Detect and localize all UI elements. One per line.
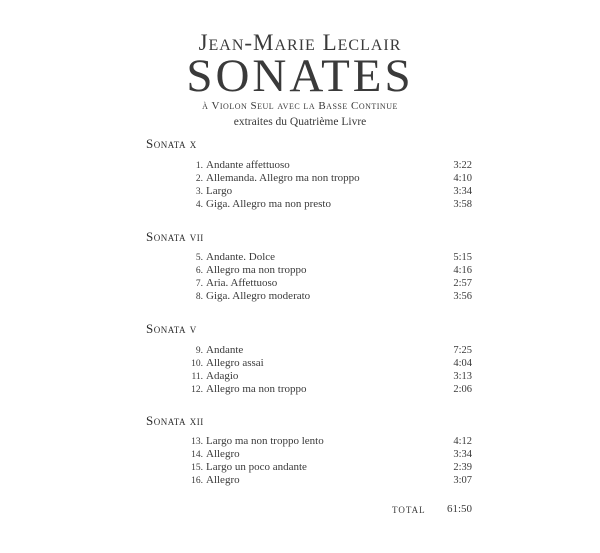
track-row [170,383,472,396]
track-duration: 3:07 [453,475,472,486]
track-title: Andante [206,344,244,356]
composer-name: Jean-Marie Leclair [198,30,402,55]
sonata-heading: Sonata vii [146,229,204,244]
track-row [170,198,472,211]
track-row [170,185,472,198]
track-duration: 3:22 [453,160,472,171]
track-row [170,264,472,277]
track-number: 15. [191,463,203,473]
track-number: 1. [195,161,203,171]
track-duration: 3:13 [453,371,472,382]
track-number: 8. [195,292,203,302]
track-number: 16. [191,476,203,486]
track-row [170,474,472,487]
track-duration: 2:06 [453,384,472,395]
track-row [170,290,472,303]
sonata-heading: Sonata xii [146,413,204,428]
track-row [170,344,472,357]
track-row [170,370,472,383]
track-title: Giga. Allegro ma non presto [206,198,331,210]
track-number: 6. [195,266,203,276]
track-number: 5. [195,253,203,263]
track-number: 14. [191,450,203,460]
track-number: 2. [195,174,203,184]
track-row [170,172,472,185]
track-title: Allegro ma non troppo [206,264,307,276]
track-title: Giga. Allegro moderato [206,290,311,302]
track-number: 12. [191,385,203,395]
total-duration: 61:50 [446,503,472,515]
track-row [170,159,472,172]
track-row [170,251,472,264]
total-label: TOTAL [392,505,426,515]
track-duration: 3:58 [453,199,472,210]
track-number: 11. [191,372,203,382]
track-duration: 3:34 [453,186,472,197]
track-number: 7. [195,279,203,289]
track-duration: 4:10 [453,173,472,184]
track-duration: 4:16 [453,265,472,276]
track-title: Allegro ma non troppo [206,383,307,395]
track-title: Largo ma non troppo lento [206,435,324,447]
track-duration: 2:57 [453,278,472,289]
track-duration: 4:04 [453,358,472,369]
album-title: SONATES [186,50,414,102]
track-row [170,448,472,461]
track-duration: 5:15 [453,252,472,263]
track-title: Allegro [206,474,240,486]
track-title: Largo [206,185,233,197]
track-number: 9. [195,346,203,356]
track-duration: 7:25 [453,345,472,356]
track-title: Adagio [206,370,239,382]
track-duration: 4:12 [453,436,472,447]
track-duration: 3:56 [453,291,472,302]
track-number: 10. [191,359,203,369]
track-title: Allegro assai [206,357,264,369]
track-number: 4. [195,200,203,210]
track-number: 13. [191,437,203,447]
track-number: 3. [195,187,203,197]
track-title: Aria. Affettuoso [206,277,278,289]
sonata-heading: Sonata v [146,321,197,336]
album-subtitle: à Violon Seul avec la Basse Continue [202,100,398,112]
source-note: extraites du Quatrième Livre [233,116,367,128]
track-row [170,435,472,448]
track-title: Andante. Dolce [206,251,276,263]
sonata-heading: Sonata x [146,136,197,151]
track-duration: 2:39 [453,462,472,473]
track-title: Largo un poco andante [206,461,307,473]
track-row [170,277,472,290]
track-row [170,461,472,474]
track-duration: 3:34 [453,449,472,460]
track-title: Andante affettuoso [206,159,290,171]
track-row [170,357,472,370]
track-title: Allemanda. Allegro ma non troppo [206,172,360,184]
track-title: Allegro [206,448,240,460]
